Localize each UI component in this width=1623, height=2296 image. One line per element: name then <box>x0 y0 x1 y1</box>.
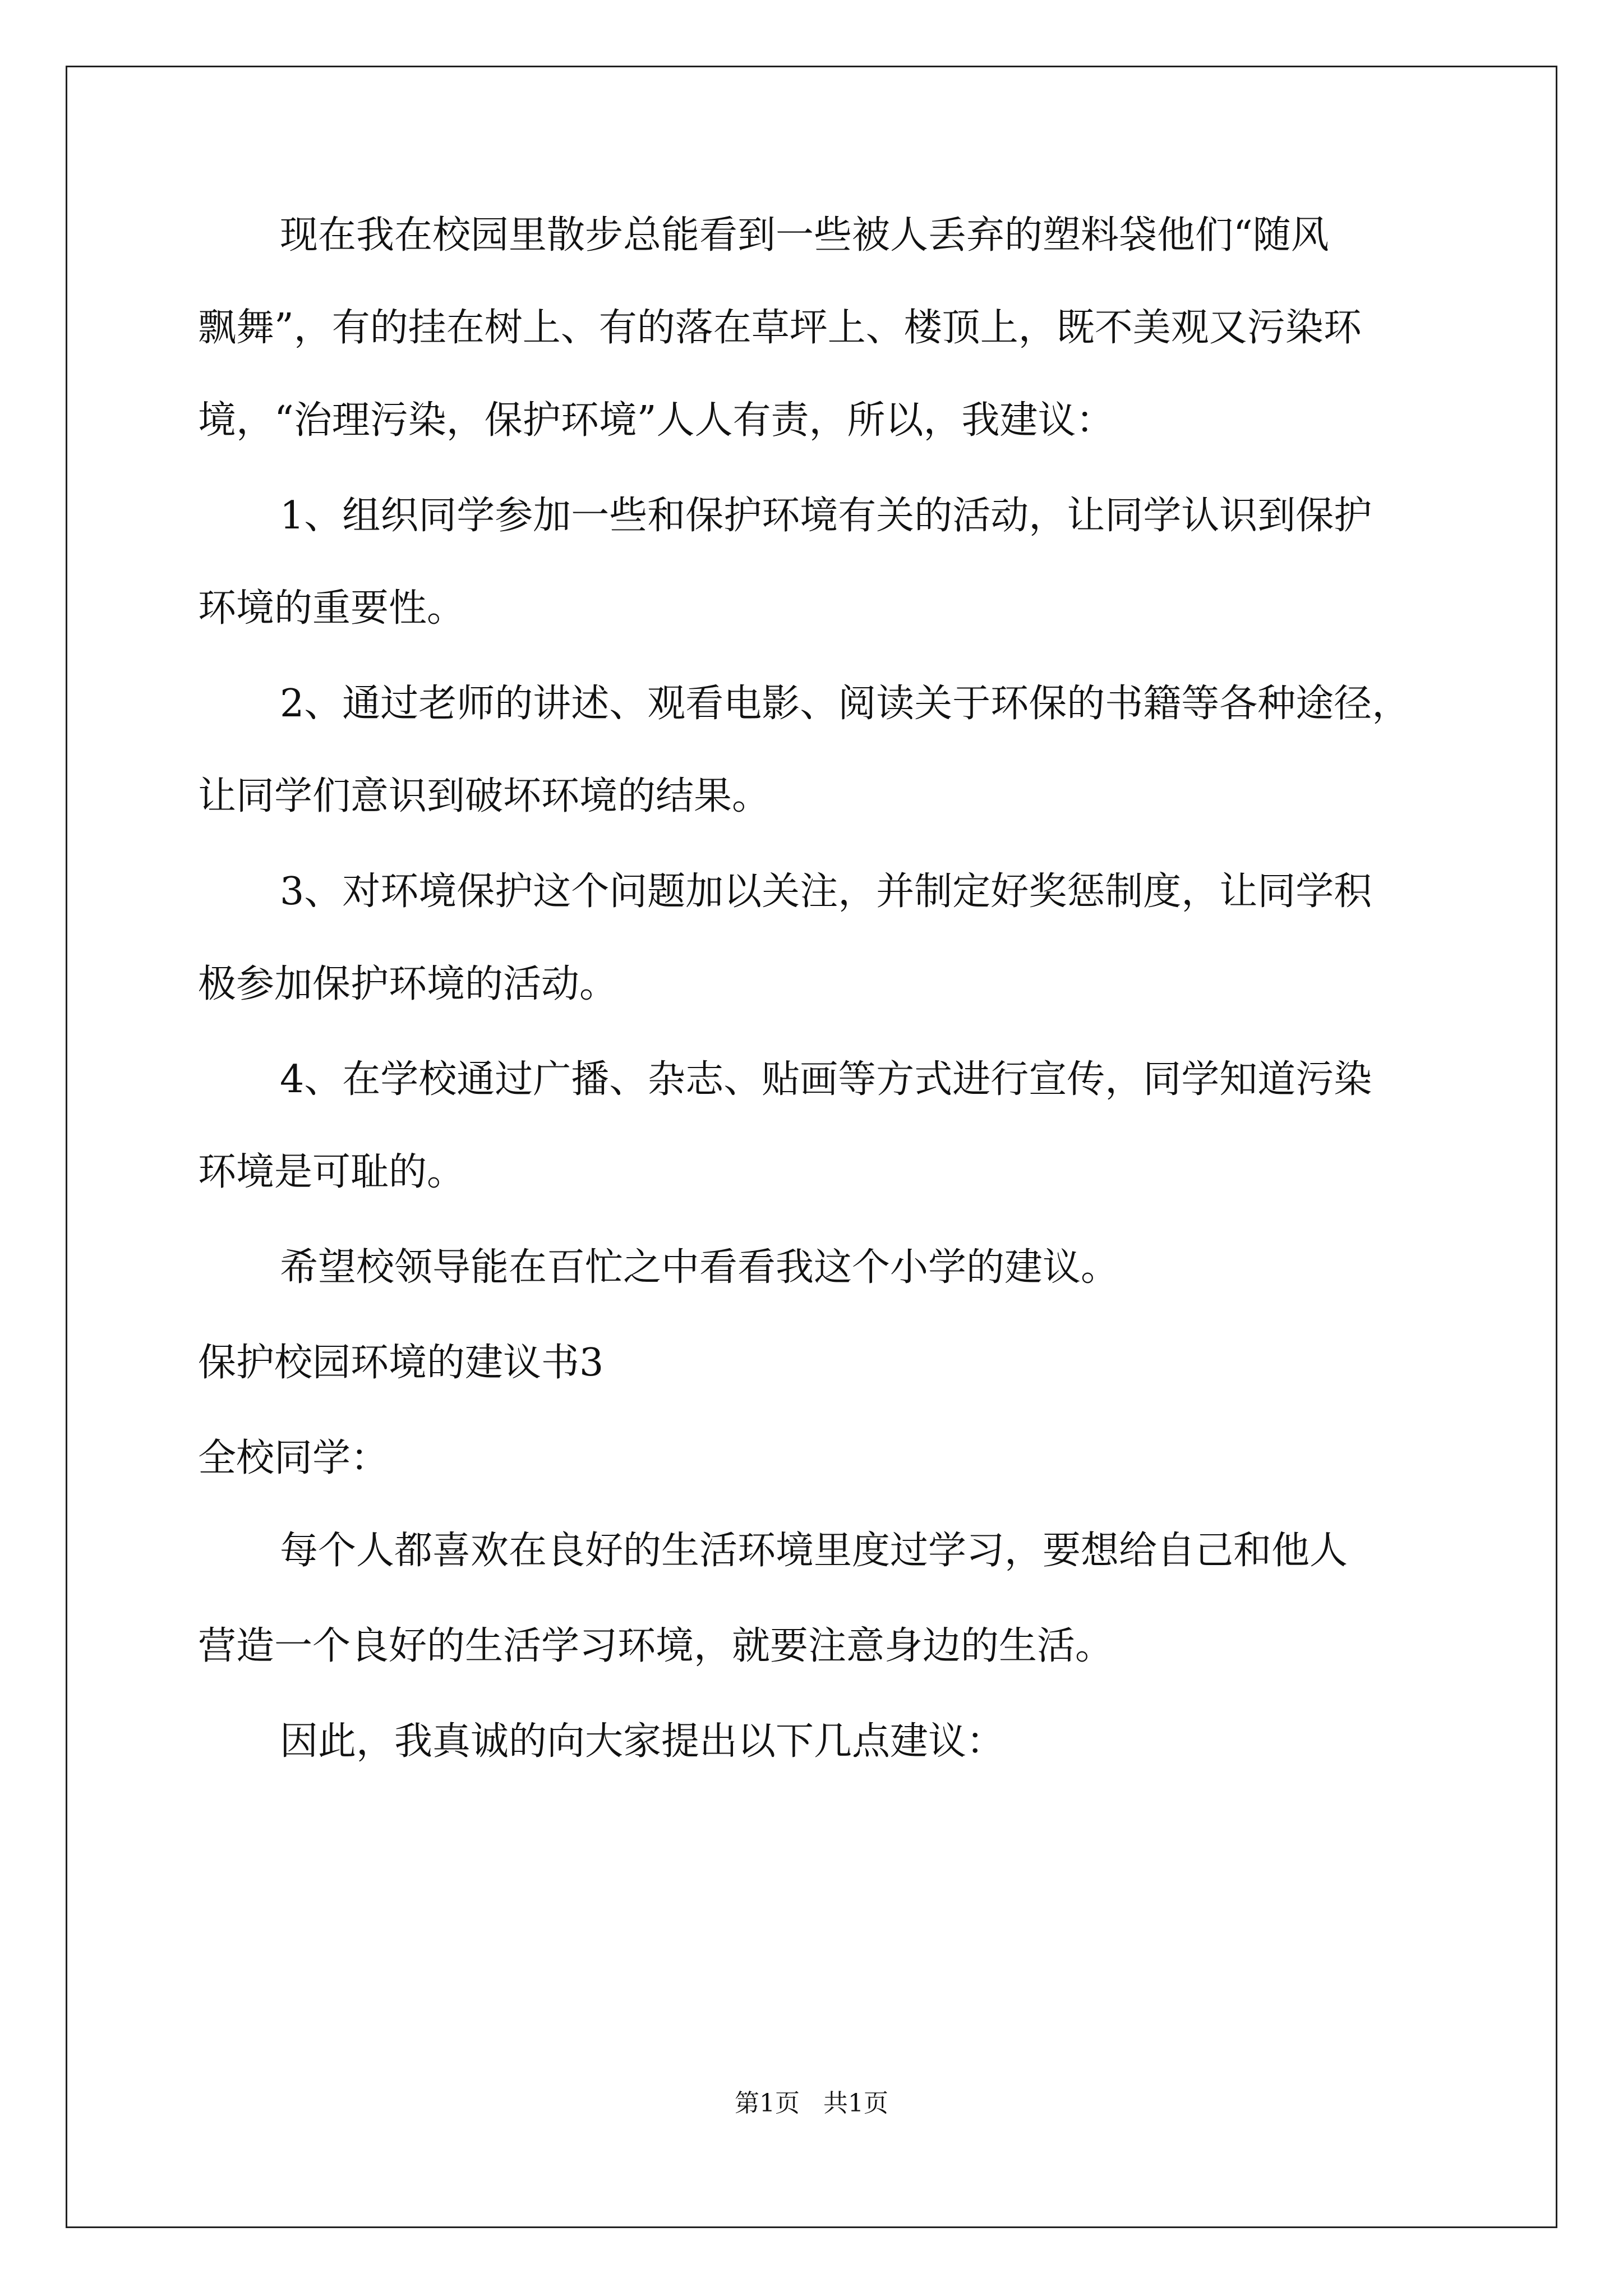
list-item-line: 极参加保护环境的活动。 <box>198 962 618 1006</box>
salutation: 全校同学： <box>198 1436 389 1480</box>
paragraph-line: 每个人都喜欢在良好的生活环境里度过学习，要想给自己和他人 <box>280 1529 1348 1573</box>
list-item-line: 环境的重要性。 <box>198 586 465 631</box>
list-item-line: 环境是可耻的。 <box>198 1150 465 1194</box>
paragraph-line: 营造一个良好的生活学习环境，就要注意身边的生活。 <box>198 1624 1114 1668</box>
paragraph-line: 境，“治理污染，保护环境”人人有责，所以，我建议： <box>198 398 1114 443</box>
list-item-line: 1、组织同学参加一些和保护环境有关的活动，让同学认识到保护 <box>280 494 1372 538</box>
list-item-line: 2、通过老师的讲述、观看电影、阅读关于环保的书籍等各种途径， <box>280 682 1410 726</box>
paragraph-line: 现在我在校园里散步总能看到一些被人丢弃的塑料袋他们“随风 <box>280 213 1329 257</box>
section-heading: 保护校园环境的建议书3 <box>198 1341 604 1385</box>
page-border <box>66 66 1557 2228</box>
list-item-line: 让同学们意识到破坏环境的结果。 <box>198 774 771 818</box>
list-item-line: 3、对环境保护这个问题加以关注，并制定好奖惩制度，让同学积 <box>280 869 1372 914</box>
page-footer: 第1页 共1页 <box>735 2089 888 2118</box>
list-item-line: 4、在学校通过广播、杂志、贴画等方式进行宣传，同学知道污染 <box>280 1057 1372 1102</box>
paragraph-line: 飘舞”，有的挂在树上、有的落在草坪上、楼顶上，既不美观又污染环 <box>198 306 1362 350</box>
paragraph-line: 因此，我真诚的向大家提出以下几点建议： <box>280 1719 1005 1764</box>
paragraph-line: 希望校领导能在百忙之中看看我这个小学的建议。 <box>280 1245 1119 1290</box>
